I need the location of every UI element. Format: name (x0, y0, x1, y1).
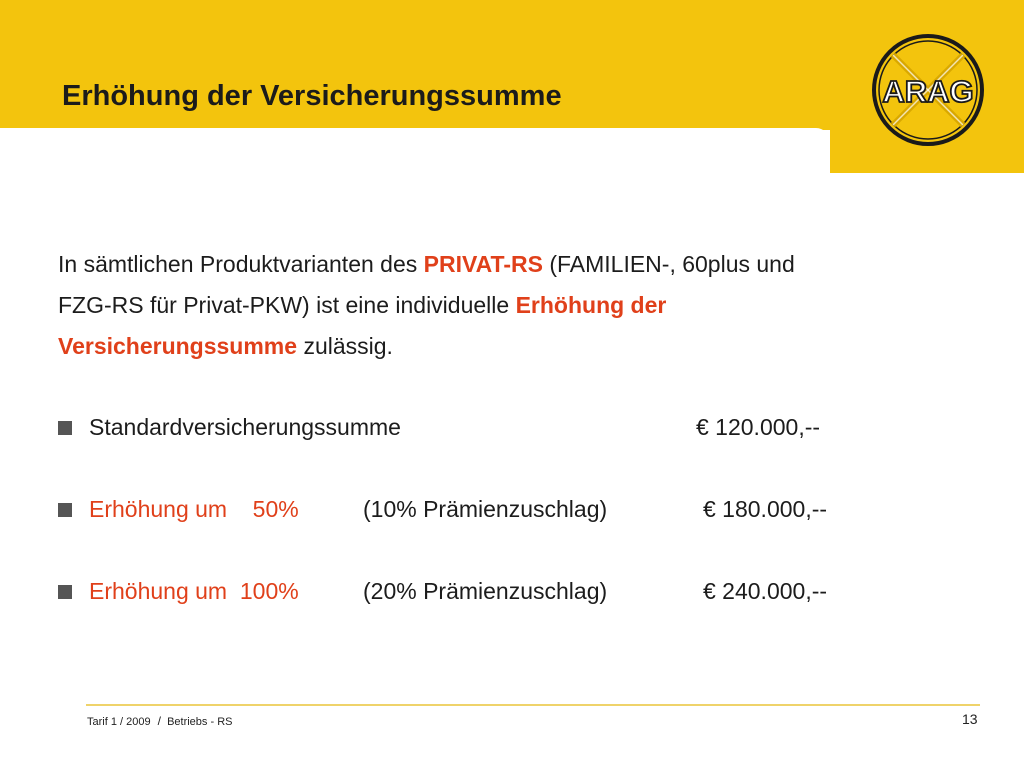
item-value: € 180.000,-- (703, 496, 828, 522)
footer-divider (86, 704, 980, 706)
slide-title: Erhöhung der Versicherungssumme (62, 80, 562, 112)
item-detail: (20% Prämienzuschlag) (363, 578, 608, 604)
square-bullet-icon (58, 585, 72, 599)
increase-highlight: Erhöhung der (515, 292, 667, 318)
footer-section: Betriebs - RS (167, 716, 233, 728)
intro-line-3 (58, 326, 988, 367)
item-label: Erhöhung um 100% (89, 578, 299, 604)
footer-separator: / (157, 714, 161, 728)
item-value: € 120.000,-- (696, 414, 821, 440)
intro-text-1: In sämtlichen Produktvarianten des (58, 251, 424, 277)
intro-paragraph (58, 244, 988, 367)
footer-info (87, 714, 232, 728)
arag-logo (871, 33, 985, 147)
item-detail: (10% Prämienzuschlag) (363, 496, 608, 522)
item-label: Erhöhung um 50% (89, 496, 299, 522)
logo-text: ARAG (882, 74, 974, 109)
page-number: 13 (962, 711, 978, 727)
product-highlight: PRIVAT-RS (423, 251, 543, 277)
square-bullet-icon (58, 503, 72, 517)
content-area-corner (0, 128, 830, 178)
square-bullet-icon (58, 421, 72, 435)
intro-text-3: FZG-RS für Privat-PKW) ist eine individuelle (58, 292, 516, 318)
intro-line-1 (58, 244, 988, 285)
intro-text-2: (FAMILIEN-, 60plus und (542, 251, 795, 277)
intro-line-2 (58, 285, 988, 326)
item-value: € 240.000,-- (703, 578, 828, 604)
sum-highlight: Versicherungssumme (58, 333, 298, 359)
item-label: Standardversicherungssumme (89, 414, 401, 440)
footer-tariff: Tarif 1 / 2009 (87, 716, 151, 728)
intro-text-4: zulässig. (297, 333, 393, 359)
